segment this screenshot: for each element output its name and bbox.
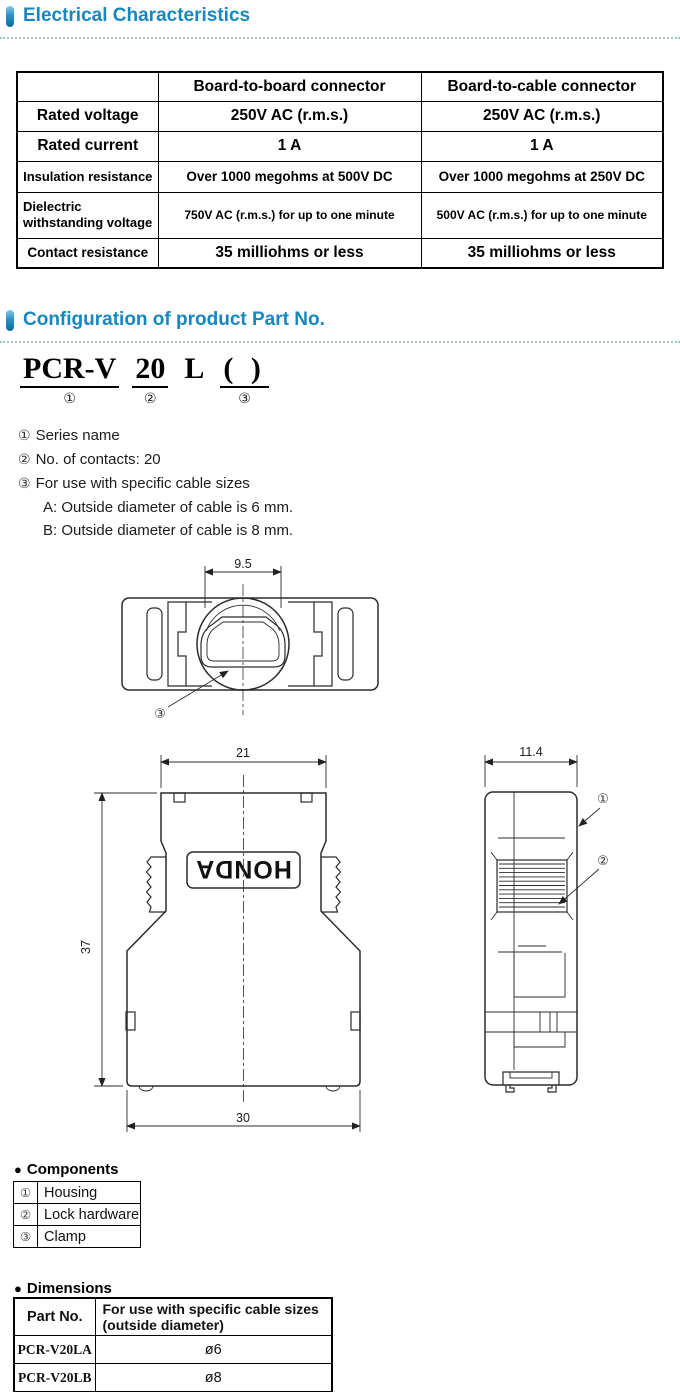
component-number: ① xyxy=(14,1182,38,1204)
lock-marker: ② xyxy=(597,854,609,869)
component-number: ③ xyxy=(14,1226,38,1248)
components-table xyxy=(13,1181,141,1248)
cable-size-cell: ø8 xyxy=(95,1364,332,1392)
header-board-to-cable: Board-to-cable connector xyxy=(421,72,663,101)
cable-marker: ③ xyxy=(238,391,251,407)
table-row xyxy=(14,1182,141,1204)
table-header-row xyxy=(17,72,663,101)
note-cable-b: B: Outside diameter of cable is 8 mm. xyxy=(43,522,294,539)
row-value: Over 1000 megohms at 500V DC xyxy=(158,161,421,192)
row-value: 1 A xyxy=(421,131,663,161)
housing-marker: ① xyxy=(597,792,609,807)
row-label: Rated voltage xyxy=(17,101,158,131)
table-row xyxy=(14,1364,332,1392)
dimension-11-4 xyxy=(485,745,577,787)
dimensions-heading: ● Dimensions xyxy=(14,1280,112,1297)
series-text: PCR-V xyxy=(20,352,119,388)
dim-label: 9.5 xyxy=(234,557,252,571)
cable-size-cell: ø6 xyxy=(95,1336,332,1364)
dim-label: 11.4 xyxy=(519,745,543,759)
side-view-body xyxy=(485,792,577,1085)
contacts-text: 20 xyxy=(132,352,168,388)
top-view-housing xyxy=(122,598,378,690)
part-number-cable-segment xyxy=(220,352,268,408)
row-value: 35 milliohms or less xyxy=(158,238,421,268)
row-value: 250V AC (r.m.s.) xyxy=(421,101,663,131)
components-heading: ● Components xyxy=(14,1161,119,1178)
table-row xyxy=(14,1336,332,1364)
row-value: 1 A xyxy=(158,131,421,161)
note-cable-a: A: Outside diameter of cable is 6 mm. xyxy=(43,499,294,516)
side-view-drawing xyxy=(440,735,650,1140)
clamp-marker: ③ xyxy=(154,707,166,722)
part-number-contacts-segment xyxy=(132,352,168,408)
section-electrical-characteristics xyxy=(0,2,680,39)
row-value: 250V AC (r.m.s.) xyxy=(158,101,421,131)
part-no-cell: PCR-V20LB xyxy=(14,1364,95,1392)
electrical-characteristics-table xyxy=(16,71,664,269)
part-no-cell: PCR-V20LA xyxy=(14,1336,95,1364)
dim-label: 21 xyxy=(236,746,250,760)
front-view-drawing xyxy=(60,735,390,1140)
table-header-row xyxy=(14,1298,332,1336)
part-number-notes xyxy=(18,424,293,542)
bullet-icon: ● xyxy=(14,1162,22,1177)
row-label: Dielectric withstanding voltage xyxy=(17,192,158,238)
cable-text: ( ) xyxy=(220,352,268,388)
table-row xyxy=(17,238,663,268)
dim-label: 37 xyxy=(79,940,93,954)
right-grip xyxy=(321,857,341,912)
side-view-foot xyxy=(503,1072,559,1092)
front-view-body xyxy=(126,793,360,1091)
brand-text: HONDA xyxy=(195,855,292,883)
part-number-breakdown xyxy=(20,352,269,408)
mount-text: L xyxy=(184,352,205,385)
component-label: Clamp xyxy=(38,1226,141,1248)
header-board-to-board: Board-to-board connector xyxy=(158,72,421,101)
housing-leader xyxy=(579,792,609,826)
top-view-drawing xyxy=(100,550,410,725)
dimensions-table xyxy=(13,1297,333,1392)
part-number-series-segment xyxy=(20,352,119,408)
dotted-rule xyxy=(0,37,680,39)
row-label: Rated current xyxy=(17,131,158,161)
row-label: Insulation resistance xyxy=(17,161,158,192)
clamp-leader xyxy=(154,671,228,722)
row-value: Over 1000 megohms at 250V DC xyxy=(421,161,663,192)
section-accent-bar-icon xyxy=(6,6,14,27)
side-view-lock-hardware xyxy=(491,852,573,920)
table-row xyxy=(14,1204,141,1226)
row-value: 35 milliohms or less xyxy=(421,238,663,268)
header-empty-cell xyxy=(17,72,158,101)
note-contacts: ② No. of contacts: 20 xyxy=(18,451,161,468)
section-configuration-part-no xyxy=(0,306,680,343)
contacts-marker: ② xyxy=(144,391,157,407)
component-label: Lock hardware xyxy=(38,1204,141,1226)
note-series: ① Series name xyxy=(18,427,120,444)
part-number-mount-segment xyxy=(181,352,207,408)
table-row xyxy=(14,1226,141,1248)
dimension-37 xyxy=(79,793,157,1086)
section-title: Electrical Characteristics xyxy=(23,5,251,26)
bullet-icon: ● xyxy=(14,1281,22,1296)
section-accent-bar-icon xyxy=(6,310,14,331)
table-row xyxy=(17,161,663,192)
part-no-header: Part No. xyxy=(14,1298,95,1336)
row-value: 750V AC (r.m.s.) for up to one minute xyxy=(158,192,421,238)
section-title: Configuration of product Part No. xyxy=(23,309,325,330)
component-label: Housing xyxy=(38,1182,141,1204)
row-label: Contact resistance xyxy=(17,238,158,268)
note-cable: ③ For use with specific cable sizes xyxy=(18,475,250,492)
component-number: ② xyxy=(14,1204,38,1226)
table-row xyxy=(17,131,663,161)
dotted-rule xyxy=(0,341,680,343)
row-value: 500V AC (r.m.s.) for up to one minute xyxy=(421,192,663,238)
left-grip xyxy=(147,857,167,912)
table-row xyxy=(17,101,663,131)
dim-label: 30 xyxy=(236,1111,250,1125)
table-row xyxy=(17,192,663,238)
cable-size-header: For use with specific cable sizes (outside diameter) xyxy=(95,1298,332,1336)
series-marker: ① xyxy=(63,391,76,407)
